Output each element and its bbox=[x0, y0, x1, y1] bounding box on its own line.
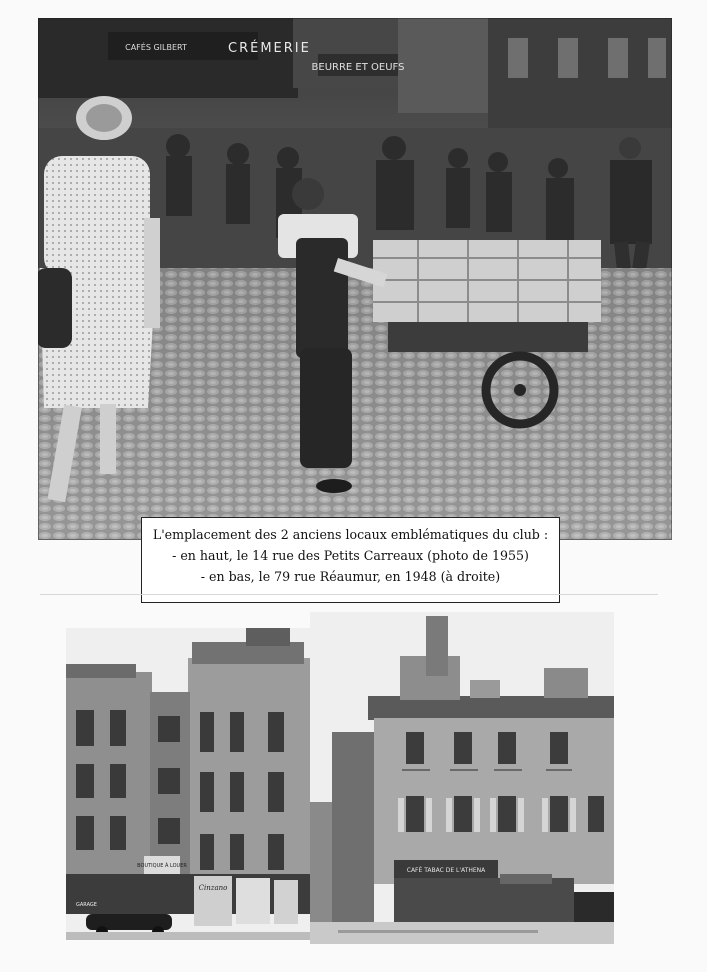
caption-box bbox=[141, 517, 560, 603]
caption-line-1: L'emplacement des 2 anciens locaux emblématiques du club : bbox=[152, 527, 549, 542]
lower-print-edge bbox=[40, 594, 658, 595]
caption-line-2: - en haut, le 14 rue des Petits Carreaux (photo de 1955) bbox=[172, 548, 529, 563]
street-corner-buildings bbox=[66, 628, 311, 940]
sign-cafe-tabac: CAFÉ TABAC DE L'ATHENA bbox=[406, 867, 486, 874]
bottom-left-photograph bbox=[66, 628, 311, 940]
sign-garage: GARAGE bbox=[76, 902, 97, 908]
caption-line-3: - en bas, le 79 rue Réaumur, en 1948 (à droite) bbox=[200, 569, 501, 584]
top-photograph bbox=[38, 18, 672, 540]
rue-reaumur-building bbox=[310, 612, 614, 944]
street-market-scene bbox=[38, 18, 672, 540]
sign-beurre-oeufs: BEURRE ET OEUFS bbox=[311, 62, 405, 73]
sign-boutique-a-louer: BOUTIQUE À LOUER bbox=[137, 863, 187, 869]
sign-cremerie: CRÉMERIE bbox=[228, 41, 311, 56]
sign-cinzano: Cinzano bbox=[198, 884, 228, 892]
bottom-right-photograph bbox=[310, 612, 614, 944]
sign-cafes-gilbert: CAFÉS GILBERT bbox=[125, 43, 187, 52]
